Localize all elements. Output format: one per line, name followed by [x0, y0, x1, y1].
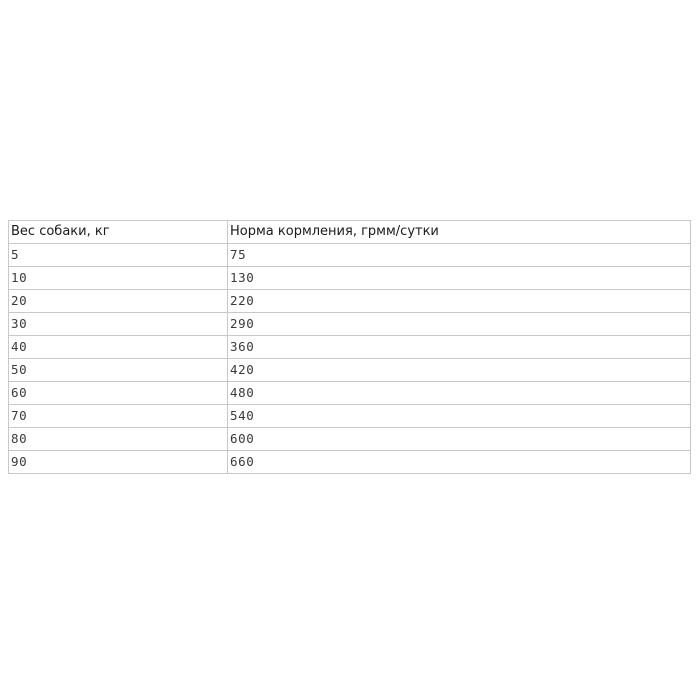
cell-dog-weight: 60: [9, 382, 228, 405]
header-dog-weight: Вес собаки, кг: [9, 221, 228, 244]
cell-feeding-norm: 220: [228, 290, 691, 313]
cell-dog-weight: 70: [9, 405, 228, 428]
table-row: [9, 290, 691, 313]
cell-feeding-norm: 660: [228, 451, 691, 474]
table-row: [9, 359, 691, 382]
cell-dog-weight: 40: [9, 336, 228, 359]
table-header-row: [9, 221, 691, 244]
table-row: [9, 313, 691, 336]
cell-dog-weight: 10: [9, 267, 228, 290]
table-row: [9, 428, 691, 451]
cell-feeding-norm: 600: [228, 428, 691, 451]
cell-feeding-norm: 540: [228, 405, 691, 428]
cell-dog-weight: 90: [9, 451, 228, 474]
table-row: [9, 451, 691, 474]
cell-feeding-norm: 360: [228, 336, 691, 359]
table-row: [9, 267, 691, 290]
table-row: [9, 244, 691, 267]
cell-feeding-norm: 130: [228, 267, 691, 290]
header-feeding-norm: Норма кормления, грмм/сутки: [228, 221, 691, 244]
table-row: [9, 382, 691, 405]
cell-dog-weight: 30: [9, 313, 228, 336]
cell-feeding-norm: 480: [228, 382, 691, 405]
table-row: [9, 405, 691, 428]
cell-dog-weight: 20: [9, 290, 228, 313]
cell-feeding-norm: 420: [228, 359, 691, 382]
cell-dog-weight: 80: [9, 428, 228, 451]
cell-feeding-norm: 75: [228, 244, 691, 267]
feeding-norm-table: [8, 220, 691, 474]
cell-dog-weight: 50: [9, 359, 228, 382]
cell-dog-weight: 5: [9, 244, 228, 267]
cell-feeding-norm: 290: [228, 313, 691, 336]
table-row: [9, 336, 691, 359]
